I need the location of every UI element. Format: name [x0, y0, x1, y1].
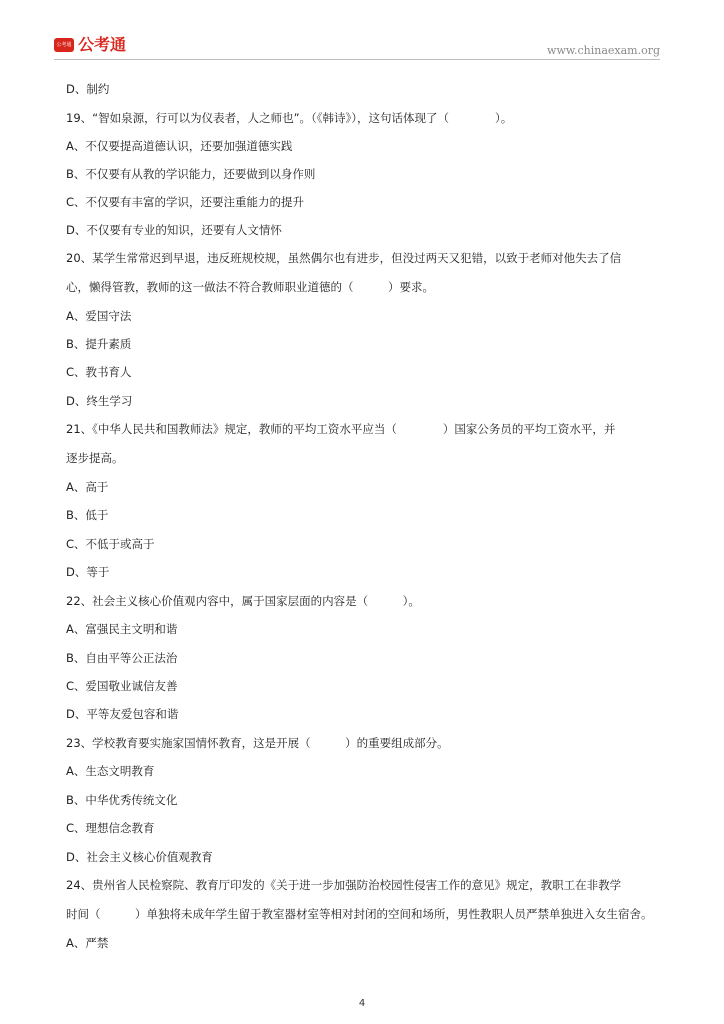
- question-22: 22、社会主义核心价值观内容中，属于国家层面的内容是（ ）。: [66, 594, 420, 608]
- option-line: B、自由平等公正法治: [66, 651, 178, 665]
- option-line: D、制约: [66, 82, 110, 96]
- option-line: D、社会主义核心价值观教育: [66, 850, 213, 864]
- question-23: 23、学校教育要实施家国情怀教育，这是开展（ ）的重要组成部分。: [66, 736, 449, 750]
- question-24: 24、贵州省人民检察院、教育厅印发的《关于进一步加强防治校园性侵害工作的意见》规定，教职工在非教学: [66, 878, 622, 892]
- logo-text: 公考通: [78, 35, 127, 54]
- question-19: 19、“智如泉源，行可以为仪表者，人之师也”。（《韩诗》），这句话体现了（ ）。: [66, 111, 513, 125]
- option-line: B、低于: [66, 508, 109, 522]
- option-line: D、等于: [66, 565, 110, 579]
- option-line: A、富强民主文明和谐: [66, 622, 178, 636]
- option-line: C、理想信念教育: [66, 821, 155, 835]
- logo-badge: 公考通: [54, 38, 74, 52]
- option-line: B、提升素质: [66, 337, 132, 351]
- option-line: A、高于: [66, 480, 109, 494]
- option-line: A、不仅要提高道德认识，还要加强道德实践: [66, 139, 293, 153]
- option-line: A、严禁: [66, 936, 109, 950]
- page-number: 4: [358, 998, 366, 1009]
- question-20: 20、某学生常常迟到早退，违反班规校规，虽然偶尔也有进步，但没过两天又犯错，以致于老师对他失去了信: [66, 251, 622, 265]
- option-line: B、不仅要有从教的学识能力，还要做到以身作则: [66, 167, 316, 181]
- option-line: C、教书育人: [66, 365, 132, 379]
- question-21-continued: 逐步提高。: [66, 451, 124, 465]
- site-url: www.chinaexam.org: [547, 44, 660, 57]
- option-line: C、不低于或高于: [66, 537, 155, 551]
- option-line: D、终生学习: [66, 394, 133, 408]
- option-line: C、不仅要有丰富的学识，还要注重能力的提升: [66, 195, 305, 209]
- option-line: A、生态文明教育: [66, 764, 155, 778]
- logo: [54, 36, 126, 54]
- question-24-continued: 时间（ ）单独将未成年学生留于教室器材室等相对封闭的空间和场所，男性教职人员严禁单独进入女生宿舍。: [66, 907, 653, 921]
- option-line: C、爱国敬业诚信友善: [66, 679, 178, 693]
- question-20-continued: 心，懒得管教，教师的这一做法不符合教师职业道德的（ ）要求。: [66, 280, 434, 294]
- option-line: D、平等友爱包容和谐: [66, 707, 179, 721]
- option-line: B、中华优秀传统文化: [66, 793, 178, 807]
- option-line: D、不仅要有专业的知识，还要有人文情怀: [66, 223, 282, 237]
- option-line: A、爱国守法: [66, 309, 132, 323]
- page-header: [0, 0, 724, 60]
- question-21: 21、《中华人民共和国教师法》规定，教师的平均工资水平应当（ ）国家公务员的平均工资水平，并: [66, 422, 616, 436]
- header-divider: [54, 59, 660, 60]
